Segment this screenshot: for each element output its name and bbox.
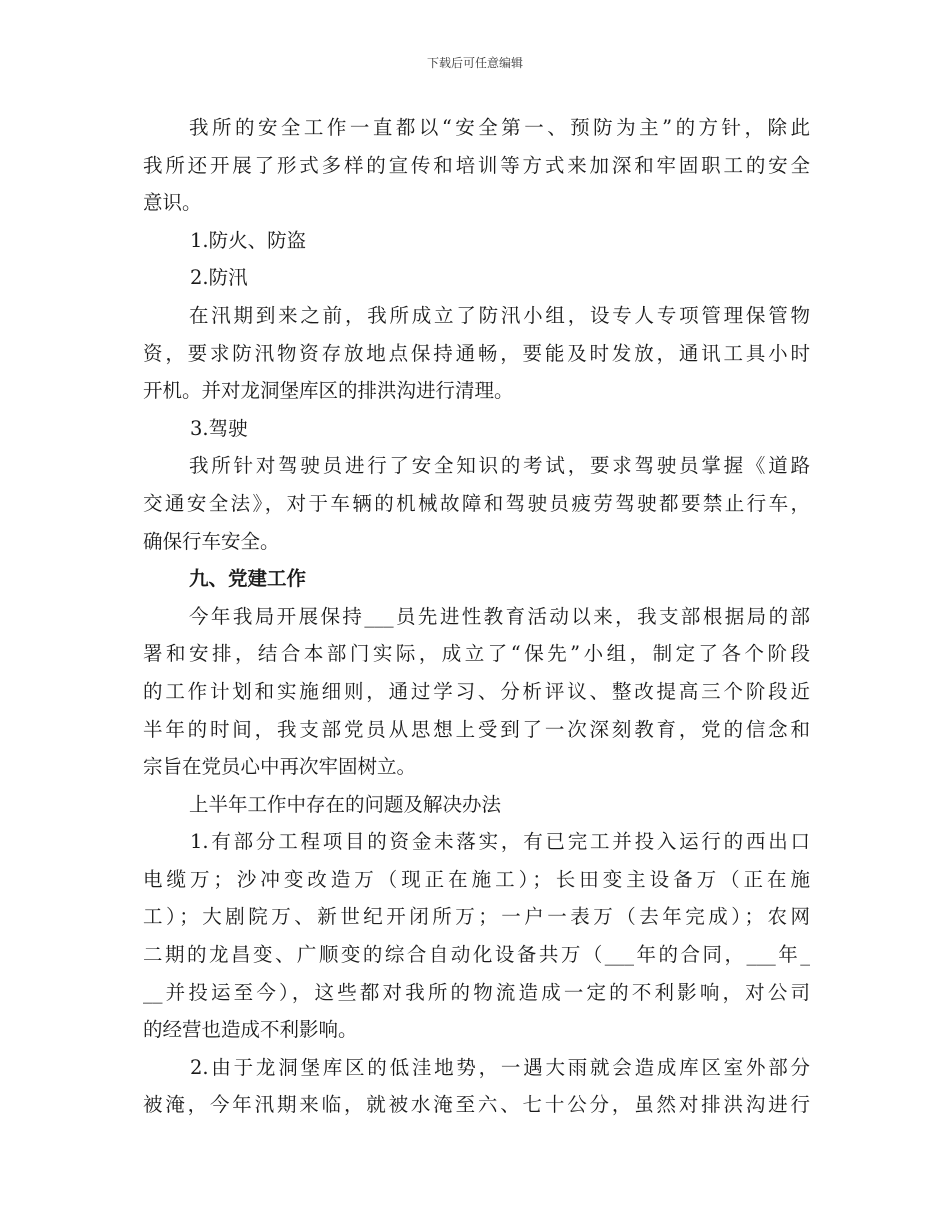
paragraph-line: 意识。	[143, 191, 202, 215]
paragraph-line: 今年我局开展保持___员先进性教育活动以来，我支部根据局的部	[189, 604, 810, 628]
paragraph-line: 电缆万；沙冲变改造万（现正在施工）；长田变主设备万（正在施	[143, 867, 810, 891]
paragraph-line: 确保行车安全。	[143, 529, 280, 553]
paragraph-line: 半年的时间，我支部党员从思想上受到了一次深刻教育，党的信念和	[143, 717, 810, 741]
paragraph-line: 开机。并对龙洞堡库区的排洪沟进行清理。	[143, 379, 514, 403]
page-header-note: 下载后可任意编辑	[426, 56, 523, 70]
paragraph-line: 宗旨在党员心中再次牢固树立。	[143, 755, 417, 779]
paragraph-line: 在汛期到来之前，我所成立了防汛小组，设专人专项管理保管物	[189, 303, 810, 327]
paragraph-line: 我所的安全工作一直都以“安全第一、预防为主”的方针，除此	[189, 116, 810, 139]
paragraph-line: 1.防火、防盗	[190, 228, 307, 252]
paragraph-line: 二期的龙昌变、广顺变的综合自动化设备共万（___年的合同，___年_	[143, 943, 810, 967]
paragraph-line: 我所针对驾驶员进行了安全知识的考试，要求驾驶员掌握《道路	[189, 454, 810, 478]
paragraph-line: 上半年工作中存在的问题及解决办法	[189, 792, 502, 816]
paragraph-line: 的工作计划和实施细则，通过学习、分析评议、整改提高三个阶段近	[143, 679, 810, 703]
paragraph-line: 2.防汛	[190, 266, 248, 290]
paragraph-line: 我所还开展了形式多样的宣传和培训等方式来加深和牢固职工的安全	[143, 153, 810, 177]
paragraph-line: 交通安全法》，对于车辆的机械故障和驾驶员疲劳驾驶都要禁止行车，	[143, 491, 810, 515]
paragraph-line: 署和安排，结合本部门实际，成立了“保先”小组，制定了各个阶段	[143, 642, 810, 666]
document-body	[143, 109, 810, 1124]
paragraph-line: 被淹，今年汛期来临，就被水淹至六、七十公分，虽然对排洪沟进行	[143, 1093, 810, 1117]
section-heading: 九、党建工作	[189, 567, 307, 591]
paragraph-line: 3.驾驶	[190, 416, 248, 440]
paragraph-line: 2.由于龙洞堡库区的低洼地势，一遇大雨就会造成库区室外部分	[190, 1055, 810, 1079]
paragraph-line: 1.有部分工程项目的资金未落实，有已完工并投入运行的西出口	[190, 830, 810, 854]
paragraph-line: 资，要求防汛物资存放地点保持通畅，要能及时发放，通讯工具小时	[143, 341, 810, 365]
paragraph-line: 的经营也造成不利影响。	[143, 1018, 358, 1042]
paragraph-line: 工）；大剧院万、新世纪开闭所万；一户一表万（去年完成）；农网	[143, 905, 810, 929]
paragraph-line: __并投运至今），这些都对我所的物流造成一定的不利影响，对公司	[143, 980, 810, 1004]
